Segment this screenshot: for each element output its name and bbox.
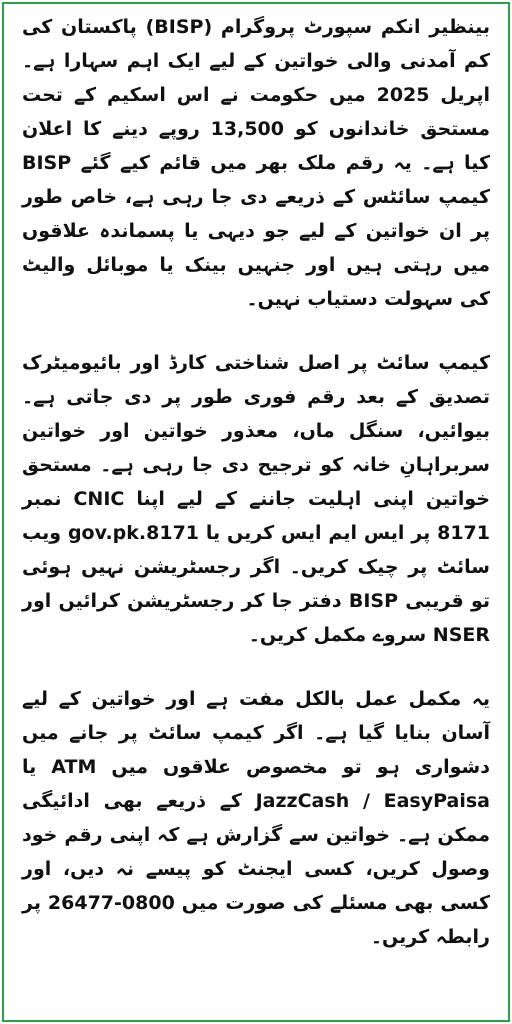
paragraph-bisp-intro: بینظیر انکم سپورٹ پروگرام (BISP) پاکستان کی کم آمدنی والی خواتین کے لیے ایک اہم سہارا ہے۔ اپریل 2025 میں حکومت نے اس اسکیم کے تحت مستحق خاندانوں کو 13,500 روپے دینے کا اعلان کیا ہے۔ یہ رقم ملک بھر میں قائم کیے گئے BISP کیمپ سائٹس کے ذریعے دی جا رہی ہے، خاص طور پر ان خواتین کے لیے جو دیہی یا پسماندہ علاقوں میں رہتی ہیں اور جنہیں بینک یا موبائل والیٹ کی سہولت دستیاب نہیں۔: [22, 16, 490, 310]
paragraph-eligibility: کیمپ سائٹ پر اصل شناختی کارڈ اور بائیومیٹرک تصدیق کے بعد رقم فوری طور پر دی جاتی ہے۔ بیوائیں، سنگل ماں، معذور خواتین اور خواتین سربراہانِ خانہ کو ترجیح دی جا رہی ہے۔ مستحق خواتین اپنی اہلیت جاننے کے لیے اپنا CNIC نمبر 8171 پر ایس ایم ایس کریں یا 8171.gov.pk ویب سائٹ پر چیک کریں۔ اگر رجسٹریشن نہیں ہوئی تو قریبی BISP دفتر جا کر رجسٹریشن کرائیں اور NSER سروے مکمل کریں۔: [22, 352, 491, 646]
article-frame: [2, 2, 510, 1022]
paragraph-process: یہ مکمل عمل بالکل مفت ہے اور خواتین کے لیے آسان بنایا گیا ہے۔ اگر کیمپ سائٹ پر جانے میں دشواری ہو تو مخصوص علاقوں میں ATM یا JazzCash / EasyPaisa کے ذریعے بھی ادائیگی ممکن ہے۔ خواتین سے گزارش ہے کہ اپنی رقم خود وصول کریں، کسی ایجنٹ کو پیسے نہ دیں، اور کسی بھی مسئلے کی صورت میں 0800-26477 پر رابطہ کریں۔: [22, 688, 490, 948]
article-body: [22, 10, 490, 1014]
